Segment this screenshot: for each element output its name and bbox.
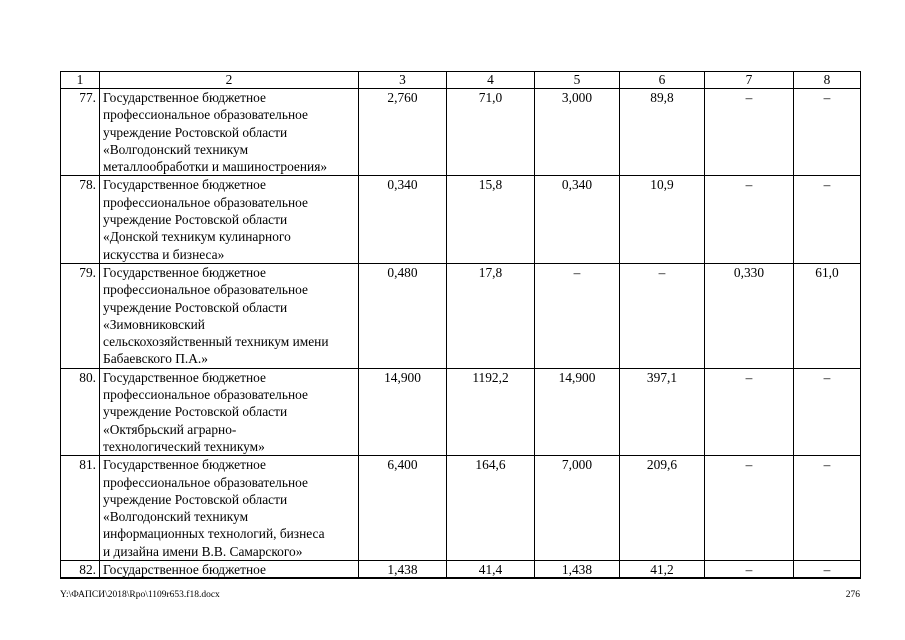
column-header: 8 — [794, 72, 861, 89]
table-row — [61, 368, 861, 455]
name-line: учреждение Ростовской области — [103, 212, 288, 228]
institution-name — [100, 176, 359, 263]
row-number: 80. — [61, 368, 100, 455]
cell-col8: – — [794, 89, 861, 176]
cell-col6: – — [620, 263, 705, 368]
table-row — [61, 263, 861, 368]
name-line: Государственное бюджетное — [103, 177, 266, 193]
cell-col7: – — [705, 89, 794, 176]
name-line: «Волгодонский техникум — [103, 509, 249, 525]
row-number: 82. — [61, 561, 100, 579]
name-line: профессиональное образовательное — [103, 387, 308, 403]
column-header: 3 — [359, 72, 447, 89]
column-header: 7 — [705, 72, 794, 89]
column-number-row — [61, 72, 861, 89]
name-line: «Зимовниковский — [103, 316, 205, 332]
column-header: 5 — [535, 72, 620, 89]
cell-col8: – — [794, 456, 861, 561]
cell-col3: 1,438 — [359, 561, 447, 579]
institution-name — [100, 89, 359, 176]
cell-col6: 89,8 — [620, 89, 705, 176]
name-line: профессиональное образовательное — [103, 282, 308, 298]
cell-col4: 17,8 — [447, 263, 535, 368]
cell-col3: 2,760 — [359, 89, 447, 176]
cell-col5: 14,900 — [535, 368, 620, 455]
cell-col7: – — [705, 561, 794, 579]
name-line: профессиональное образовательное — [103, 194, 308, 210]
name-line: учреждение Ростовской области — [103, 299, 288, 315]
cell-col3: 0,480 — [359, 263, 447, 368]
cell-col8: – — [794, 176, 861, 263]
cell-col4: 1192,2 — [447, 368, 535, 455]
row-number: 81. — [61, 456, 100, 561]
cell-col6: 397,1 — [620, 368, 705, 455]
name-line: сельскохозяйственный техникум имени — [103, 334, 329, 350]
name-line: профессиональное образовательное — [103, 107, 308, 123]
row-number: 79. — [61, 263, 100, 368]
name-line: «Октябрьский аграрно- — [103, 421, 237, 437]
cell-col7: – — [705, 456, 794, 561]
name-line: профессиональное образовательное — [103, 474, 308, 490]
name-line: металлообработки и машиностроения» — [103, 159, 328, 175]
cell-col7: – — [705, 176, 794, 263]
table-row — [61, 89, 861, 176]
institution-name — [100, 368, 359, 455]
cell-col8: 61,0 — [794, 263, 861, 368]
institution-name — [100, 263, 359, 368]
name-line: технологический техникум» — [103, 438, 265, 454]
name-line: искусства и бизнеса» — [103, 246, 225, 262]
budget-table — [60, 71, 861, 579]
name-line: и дизайна имени В.В. Самарского» — [103, 543, 303, 559]
cell-col4: 41,4 — [447, 561, 535, 579]
row-number: 77. — [61, 89, 100, 176]
name-line: учреждение Ростовской области — [103, 404, 288, 420]
institution-name — [100, 456, 359, 561]
name-line: Государственное бюджетное — [103, 264, 266, 280]
name-line: Государственное бюджетное — [103, 369, 266, 385]
cell-col5: 1,438 — [535, 561, 620, 579]
cell-col5: 3,000 — [535, 89, 620, 176]
table-row — [61, 456, 861, 561]
cell-col5: – — [535, 263, 620, 368]
cell-col6: 41,2 — [620, 561, 705, 579]
column-header: 1 — [61, 72, 100, 89]
column-header: 6 — [620, 72, 705, 89]
table-row — [61, 176, 861, 263]
cell-col6: 209,6 — [620, 456, 705, 561]
name-line: Бабаевского П.А.» — [103, 351, 208, 367]
name-line: Государственное бюджетное — [103, 90, 266, 105]
name-line: «Донской техникум кулинарного — [103, 229, 291, 245]
cell-col5: 0,340 — [535, 176, 620, 263]
cell-col3: 14,900 — [359, 368, 447, 455]
cell-col6: 10,9 — [620, 176, 705, 263]
cell-col7: 0,330 — [705, 263, 794, 368]
name-line: информационных технологий, бизнеса — [103, 526, 325, 542]
table-bottom-border — [60, 577, 860, 578]
cell-col3: 0,340 — [359, 176, 447, 263]
cell-col8: – — [794, 561, 861, 579]
cell-col8: – — [794, 368, 861, 455]
cell-col7: – — [705, 368, 794, 455]
name-line: Государственное бюджетное — [103, 457, 266, 473]
name-line: учреждение Ростовской области — [103, 491, 288, 507]
cell-col5: 7,000 — [535, 456, 620, 561]
name-line: Государственное бюджетное — [103, 562, 266, 578]
footer-page-number: 276 — [845, 590, 860, 600]
column-header: 4 — [447, 72, 535, 89]
cell-col3: 6,400 — [359, 456, 447, 561]
column-header: 2 — [100, 72, 359, 89]
cell-col4: 164,6 — [447, 456, 535, 561]
footer-file-path: Y:\ФАПСИ\2018\Rpo\1109r653.f18.docx — [60, 590, 220, 600]
name-line: учреждение Ростовской области — [103, 124, 288, 140]
cell-col4: 71,0 — [447, 89, 535, 176]
name-line: «Волгодонский техникум — [103, 141, 249, 157]
row-number: 78. — [61, 176, 100, 263]
cell-col4: 15,8 — [447, 176, 535, 263]
